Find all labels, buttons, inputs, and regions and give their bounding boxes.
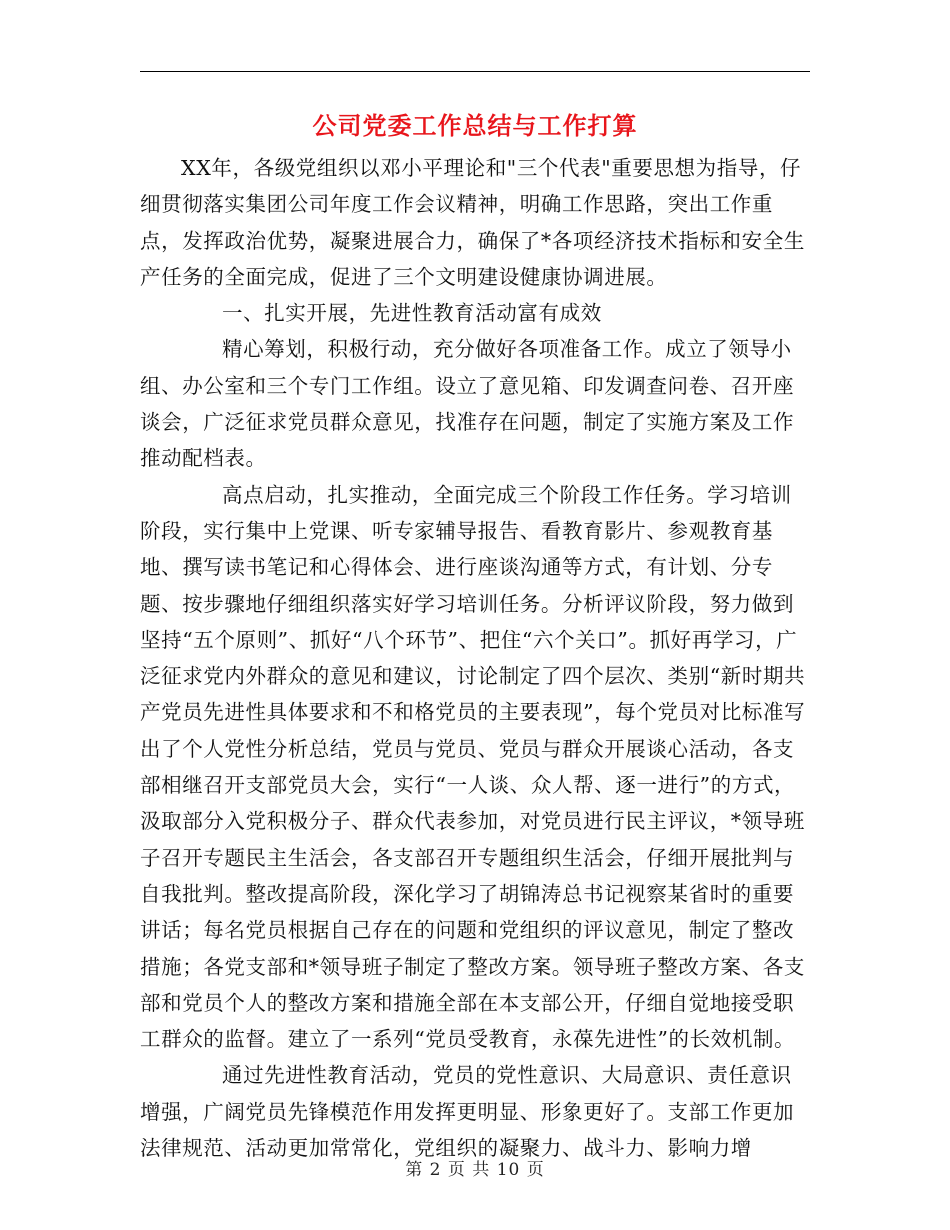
body-paragraph: 通过先进性教育活动，党员的党性意识、大局意识、责任意识增强，广阔党员先锋模范作用发挥更明显、形象更好了。支部工作更加法律规范、活动更加常常化，党组织的凝聚力、战斗力、影响力增 xyxy=(140,1063,795,1161)
header-rule xyxy=(140,71,810,72)
body-paragraph: 高点启动，扎实推动，全面完成三个阶段工作任务。学习培训阶段，实行集中上党课、听专家辅导报告、看教育影片、参观教育基地、撰写读书笔记和心得体会、进行座谈沟通等方式，有计划、分专题、按步骤地仔细组织落实好学习培训任务。分析评议阶段，努力做到坚持“五个原则”、抓好“八个环节”、把住“六个关口”。抓好再学习，广泛征求党内外群众的意见和建议，讨论制定了四个层次、类别“新时期共产党员先进性具体要求和不和格党员的主要表现”，每个党员对比标准写出了个人党性分析总结，党员与党员、党员与群众开展谈心活动，各支部相继召开支部党员大会，实行“一人谈、众人帮、逐一进行”的方式，汲取部分入党积极分子、群众代表参加，对党员进行民主评议，*领导班子召开专题民主生活会，各支部召开专题组织生活会，仔细开展批判与自我批判。整改提高阶段，深化学习了胡锦涛总书记视察某省时的重要讲话；每名党员根据自己存在的问题和党组织的评议意见，制定了整改措施；各党支部和*领导班子制定了整改方案。领导班子整改方案、各支部和党员个人的整改方案和措施全部在本支部公开，仔细自觉地接受职工群众的监督。建立了一系列“党员受教育，永葆先进性”的长效机制。 xyxy=(140,482,806,1052)
document-body xyxy=(140,150,810,1166)
document-title: 公司党委工作总结与工作打算 xyxy=(312,111,638,140)
page-number: 第 2 页 共 10 页 xyxy=(405,1160,545,1180)
body-paragraph: 精心筹划，积极行动，充分做好各项准备工作。成立了领导小组、办公室和三个专门工作组。设立了意见箱、印发调查问卷、召开座谈会，广泛征求党员群众意见，找准存在问题，制定了实施方案及工作推动配档表。 xyxy=(140,337,795,471)
section-heading: 一、扎实开展，先进性教育活动富有成效 xyxy=(222,301,602,326)
intro-paragraph: XX年，各级党组织以邓小平理论和"三个代表"重要思想为指导，仔细贯彻落实集团公司年度工作会议精神，明确工作思路，突出工作重点，发挥政治优势，凝聚进展合力，确保了*各项经济技术指标和安全生产任务的全面完成，促进了三个文明建设健康协调进展。 xyxy=(140,156,805,289)
